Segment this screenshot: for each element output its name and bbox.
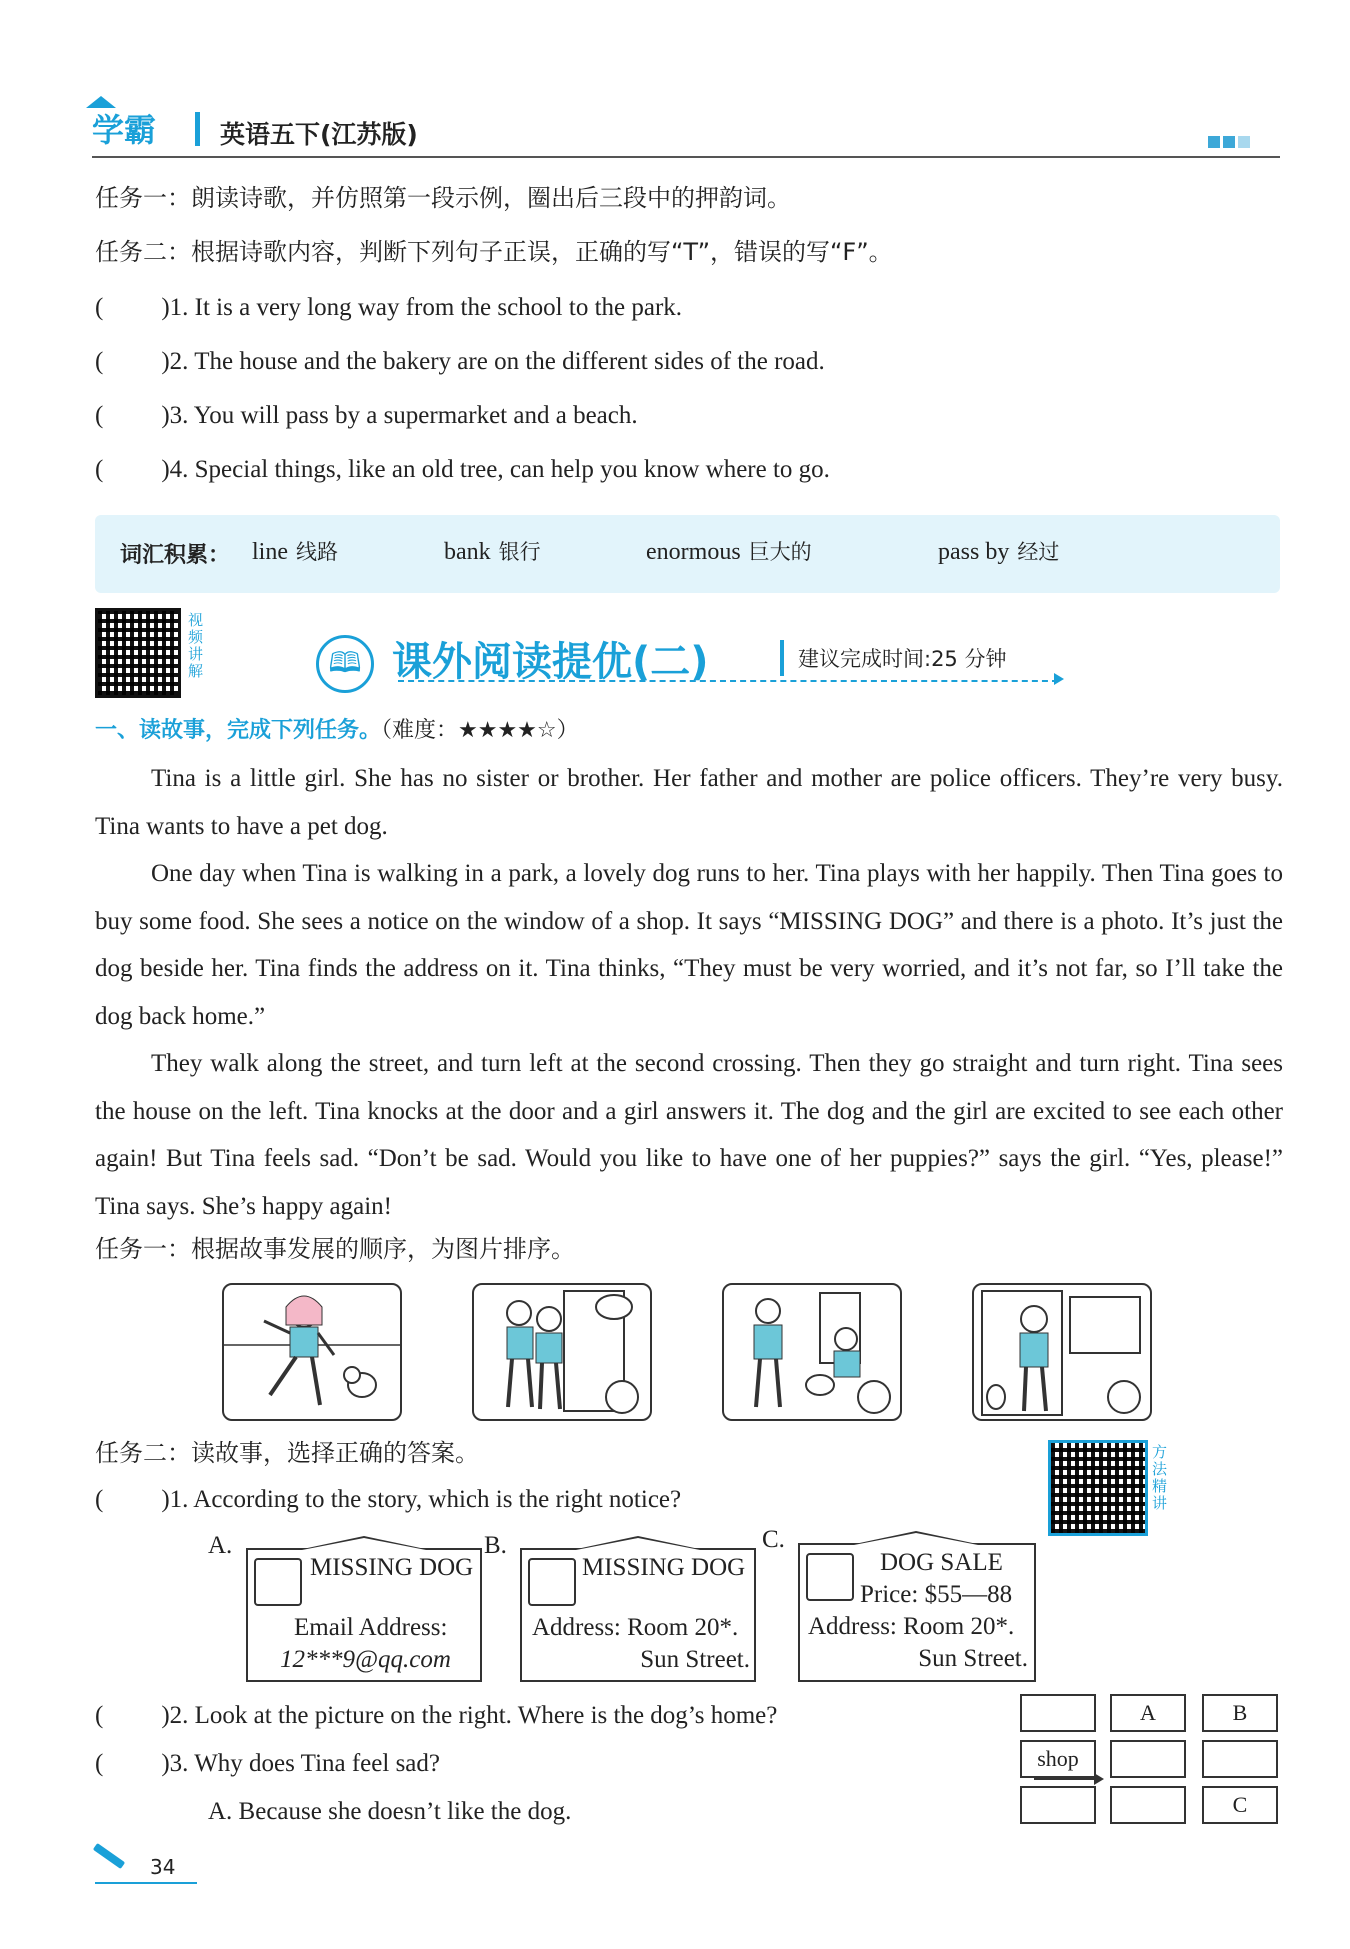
task-one-instruction: 任务一：朗读诗歌，并仿照第一段示例，圈出后三段中的押韵词。 — [95, 184, 791, 212]
notice-line: 12***9@qq.com — [280, 1646, 451, 1673]
notice-option-a[interactable] — [246, 1548, 482, 1682]
tf-question-2: ( )2. The house and the bakery are on the different sides of the road. — [95, 348, 825, 375]
arrow-right-icon — [1054, 673, 1064, 685]
story-picture-knocking — [972, 1283, 1152, 1421]
story-picture-reunion — [722, 1283, 902, 1421]
hanging-string — [572, 1536, 704, 1550]
vocab-item: line 线路 — [252, 539, 338, 565]
dog-photo-icon — [254, 1558, 302, 1606]
task-choose-instruction: 任务二：读故事，选择正确的答案。 — [95, 1439, 479, 1467]
vocab-item: pass by 经过 — [938, 539, 1060, 565]
mc-question-2: ( )2. Look at the picture on the right. Where is the dog’s home? — [95, 1702, 778, 1729]
header-rule — [92, 156, 1280, 158]
task-order-instruction: 任务一：根据故事发展的顺序，为图片排序。 — [95, 1235, 575, 1263]
story-picture-door — [472, 1283, 652, 1421]
notice-option-b[interactable] — [520, 1548, 756, 1682]
notice-option-c[interactable] — [798, 1543, 1036, 1682]
map-cell — [1020, 1786, 1096, 1824]
page-number: 34 — [150, 1855, 176, 1879]
header-logo: 学霸 — [92, 111, 157, 149]
tf-question-4: ( )4. Special things, like an old tree, can help you know where to go. — [95, 456, 830, 483]
notice-title: MISSING DOG — [582, 1554, 746, 1581]
section-underline — [398, 680, 1058, 682]
story-text — [95, 755, 1283, 1230]
arrow-right-icon — [1094, 1773, 1104, 1785]
method-qr-code[interactable] — [1048, 1440, 1148, 1536]
option-letter: C. — [762, 1526, 785, 1553]
option-letter: A. — [208, 1532, 233, 1559]
mc-question-1: ( )1. According to the story, which is the right notice? — [95, 1486, 682, 1513]
story-paragraph: Tina is a little girl. She has no sister or brother. Her father and mother are police officers. They’re very busy. Tina wants to have a pet dog. — [95, 765, 1283, 840]
header-decoration — [1208, 133, 1253, 152]
map-cell — [1110, 1740, 1186, 1778]
girls-with-dog-illustration — [724, 1285, 900, 1419]
notice-line: Address: Room 20*. — [808, 1613, 1015, 1640]
vocab-item: enormous 巨大的 — [646, 539, 812, 565]
section-divider — [780, 640, 784, 676]
vocab-item: bank 银行 — [444, 539, 541, 565]
direction-arrow-line — [1034, 1778, 1094, 1780]
notice-title: DOG SALE — [880, 1549, 1003, 1576]
part-one-heading: 一、读故事，完成下列任务。（难度：★★★★☆） — [95, 718, 579, 743]
notice-line: Sun Street. — [640, 1646, 750, 1673]
dog-photo-icon — [528, 1558, 576, 1606]
vocab-label: 词汇积累： — [120, 543, 231, 568]
girl-running-dog-illustration — [224, 1285, 400, 1419]
mc-question-3: ( )3. Why does Tina feel sad? — [95, 1750, 440, 1777]
map-cell — [1020, 1694, 1096, 1732]
map-cell — [1202, 1740, 1278, 1778]
pencil-icon — [93, 1843, 125, 1869]
footer-rule — [95, 1882, 197, 1884]
q3-option-a: A. Because she doesn’t like the dog. — [208, 1798, 572, 1825]
hanging-string — [298, 1536, 430, 1550]
map-cell-b: B — [1202, 1694, 1278, 1732]
suggested-time: 建议完成时间:25 分钟 — [798, 647, 1007, 671]
notice-line: Email Address: — [294, 1614, 448, 1641]
map-cell — [1110, 1786, 1186, 1824]
tf-question-1: ( )1. It is a very long way from the school to the park. — [95, 294, 683, 321]
map-cell-c: C — [1202, 1786, 1278, 1824]
option-letter: B. — [484, 1532, 507, 1559]
notice-title: MISSING DOG — [310, 1554, 474, 1581]
method-qr-label: 方 法 精 讲 — [1152, 1443, 1168, 1512]
header-separator — [195, 112, 200, 146]
story-picture-park — [222, 1283, 402, 1421]
dog-photo-icon — [806, 1553, 854, 1601]
map-cell-shop: shop — [1020, 1740, 1096, 1778]
video-qr-label: 视 频 讲 解 — [188, 611, 204, 680]
video-qr-code[interactable] — [95, 608, 181, 698]
header-title: 英语五下(江苏版) — [220, 120, 418, 149]
hanging-string — [850, 1531, 982, 1545]
section-title: 课外阅读提优(二) — [392, 639, 709, 685]
notice-line: Price: $55—88 — [860, 1581, 1013, 1608]
notice-line: Sun Street. — [918, 1645, 1028, 1672]
map-cell-a: A — [1110, 1694, 1186, 1732]
story-paragraph: One day when Tina is walking in a park, a lovely dog runs to her. Tina plays with her happily. Then Tina goes to buy some food. She sees a notice on the window of a shop. It says “MISSING DOG” and there is a photo. It’s just the dog beside her. Tina finds the address on it. Tina thinks, “They must be very worried, and it’s not far, so I’ll take the dog back home.” — [95, 860, 1283, 1030]
two-girls-dog-illustration — [474, 1285, 650, 1419]
notice-line: Address: Room 20*. — [532, 1614, 739, 1641]
girl-knocking-illustration — [974, 1285, 1150, 1419]
book-icon: 🕮 — [316, 635, 374, 693]
task-two-instruction: 任务二：根据诗歌内容，判断下列句子正误，正确的写“T”，错误的写“F”。 — [95, 238, 893, 266]
story-paragraph: They walk along the street, and turn left at the second crossing. Then they go straight and turn right. Tina sees the house on the left. Tina knocks at the door and a girl answers it. The dog and the girl are excited to see each other again! But Tina feels sad. “Don’t be sad. Would you like to have one of her puppies?” says the girl. “Yes, please!” Tina says. She’s happy again! — [95, 1050, 1283, 1220]
tf-question-3: ( )3. You will pass by a supermarket and a beach. — [95, 402, 638, 429]
